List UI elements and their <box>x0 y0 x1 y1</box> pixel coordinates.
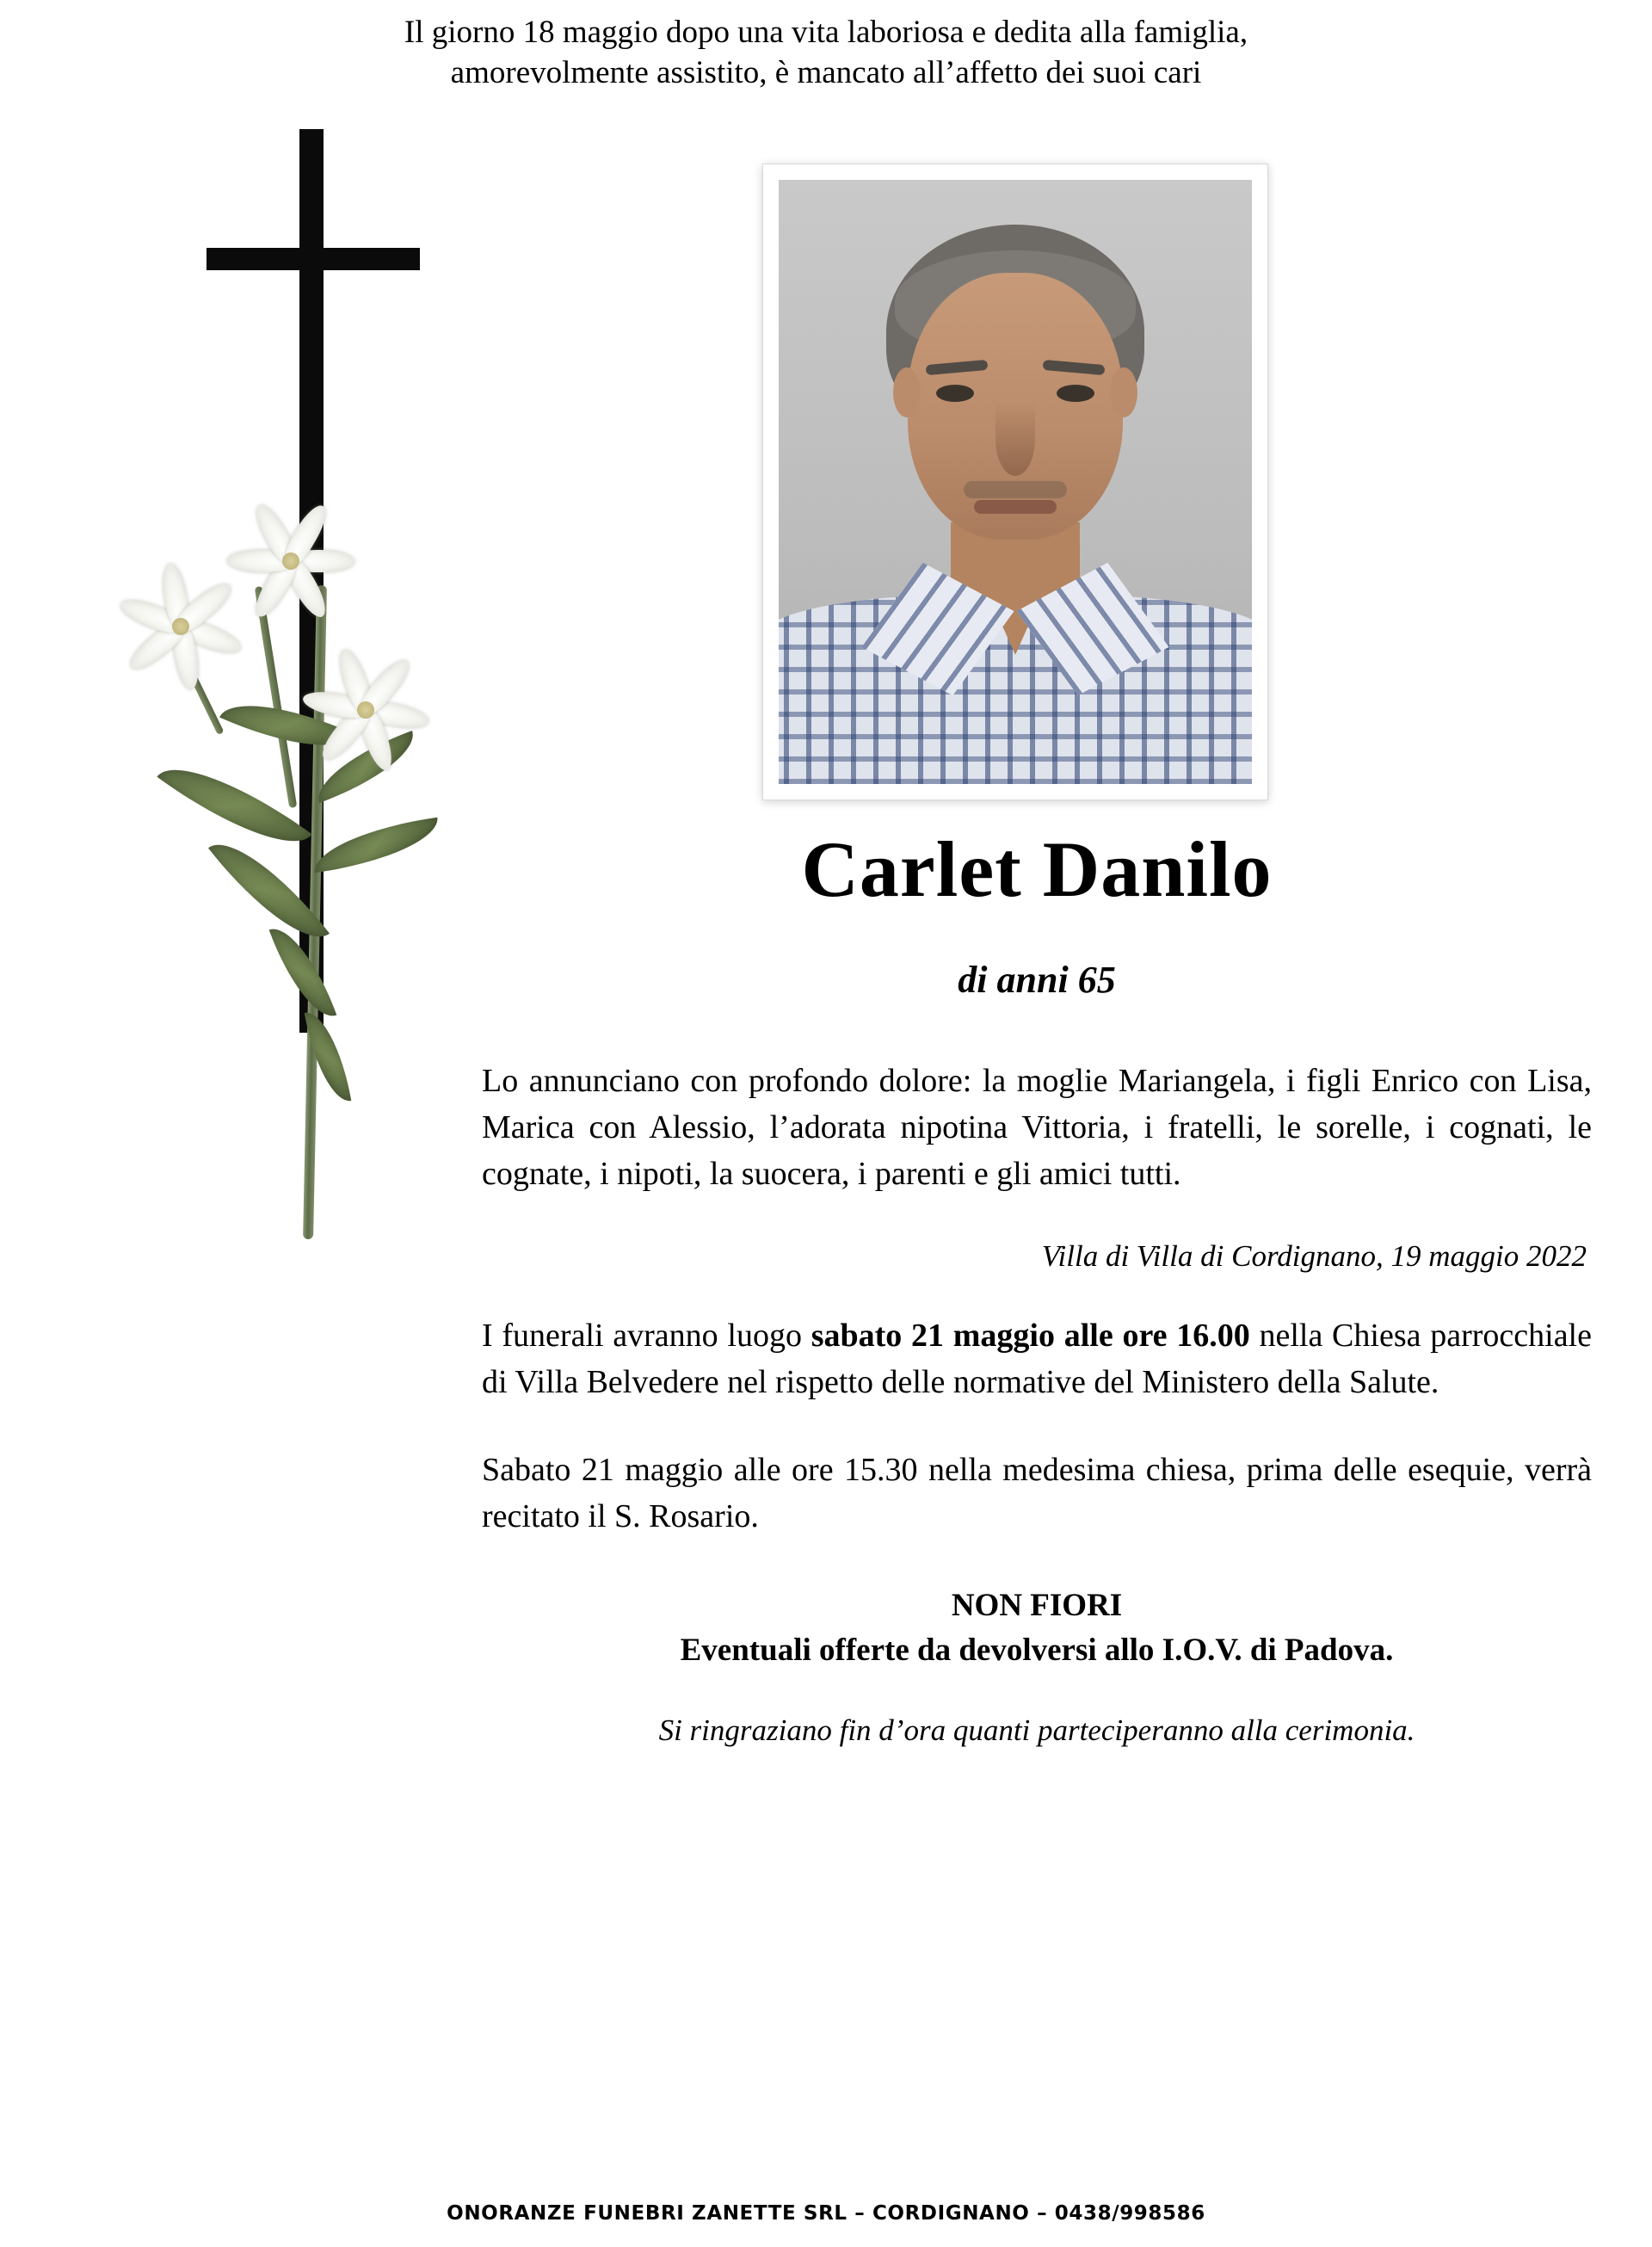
funeral-paragraph <box>482 1313 1592 1406</box>
lily-flower-icon <box>26 301 473 1265</box>
funeral-home-footer: ONORANZE FUNEBRI ZANETTE SRL – CORDIGNANO – 0438/998586 <box>447 2202 1205 2225</box>
place-and-date: Villa di Villa di Cordignano, 19 maggio 2022 <box>1041 1239 1587 1274</box>
announcement-paragraph: Lo annunciano con profondo dolore: la moglie Mariangela, i figli Enrico con Lisa, Marica con Alessio, l’adorata nipotina Vittoria, i fratelli, le sorelle, i cognati, le cognate, i nipoti, la suocera, i parenti e gli amici tutti. <box>482 1063 1592 1193</box>
thanks-line: Si ringraziano fin d’ora quanti parteciperanno alla cerimonia. <box>658 1713 1415 1747</box>
lily-bloom <box>284 628 447 792</box>
intro-line-1: Il giorno 18 maggio dopo una vita laboriosa e dedita alla famiglia, <box>404 15 1248 50</box>
lily-leaf <box>310 818 443 873</box>
rosary-paragraph: Sabato 21 maggio alle ore 15.30 nella medesima chiesa, prima delle esequie, verrà recitato il S. Rosario. <box>482 1451 1592 1534</box>
funeral-datetime: sabato 21 maggio alle ore 16.00 <box>811 1318 1250 1355</box>
decoration-area <box>26 129 508 1076</box>
portrait-photo <box>779 180 1252 784</box>
deceased-name: Carlet Danilo <box>801 825 1273 913</box>
intro-text <box>0 12 1652 94</box>
funeral-text-part-2: nella Chiesa parrocchiale di Villa Belvedere nel rispetto delle normative del Ministero della Salute. <box>482 1318 1592 1400</box>
no-flowers-line-2: Eventuali offerte da devolversi allo I.O.V. di Padova. <box>680 1633 1394 1669</box>
portrait-photo-frame <box>762 164 1268 800</box>
lily-bloom <box>112 558 250 695</box>
deceased-age: di anni 65 <box>958 959 1116 1002</box>
funeral-text-part-1: I funerali avranno luogo <box>482 1318 811 1355</box>
intro-line-2: amorevolmente assistito, è mancato all’affetto dei suoi cari <box>450 55 1202 91</box>
cross-icon-bar <box>206 248 420 270</box>
no-flowers-line-1: NON FIORI <box>951 1587 1123 1623</box>
no-flowers-notice <box>482 1583 1592 1674</box>
memorial-text-column <box>482 826 1592 1748</box>
